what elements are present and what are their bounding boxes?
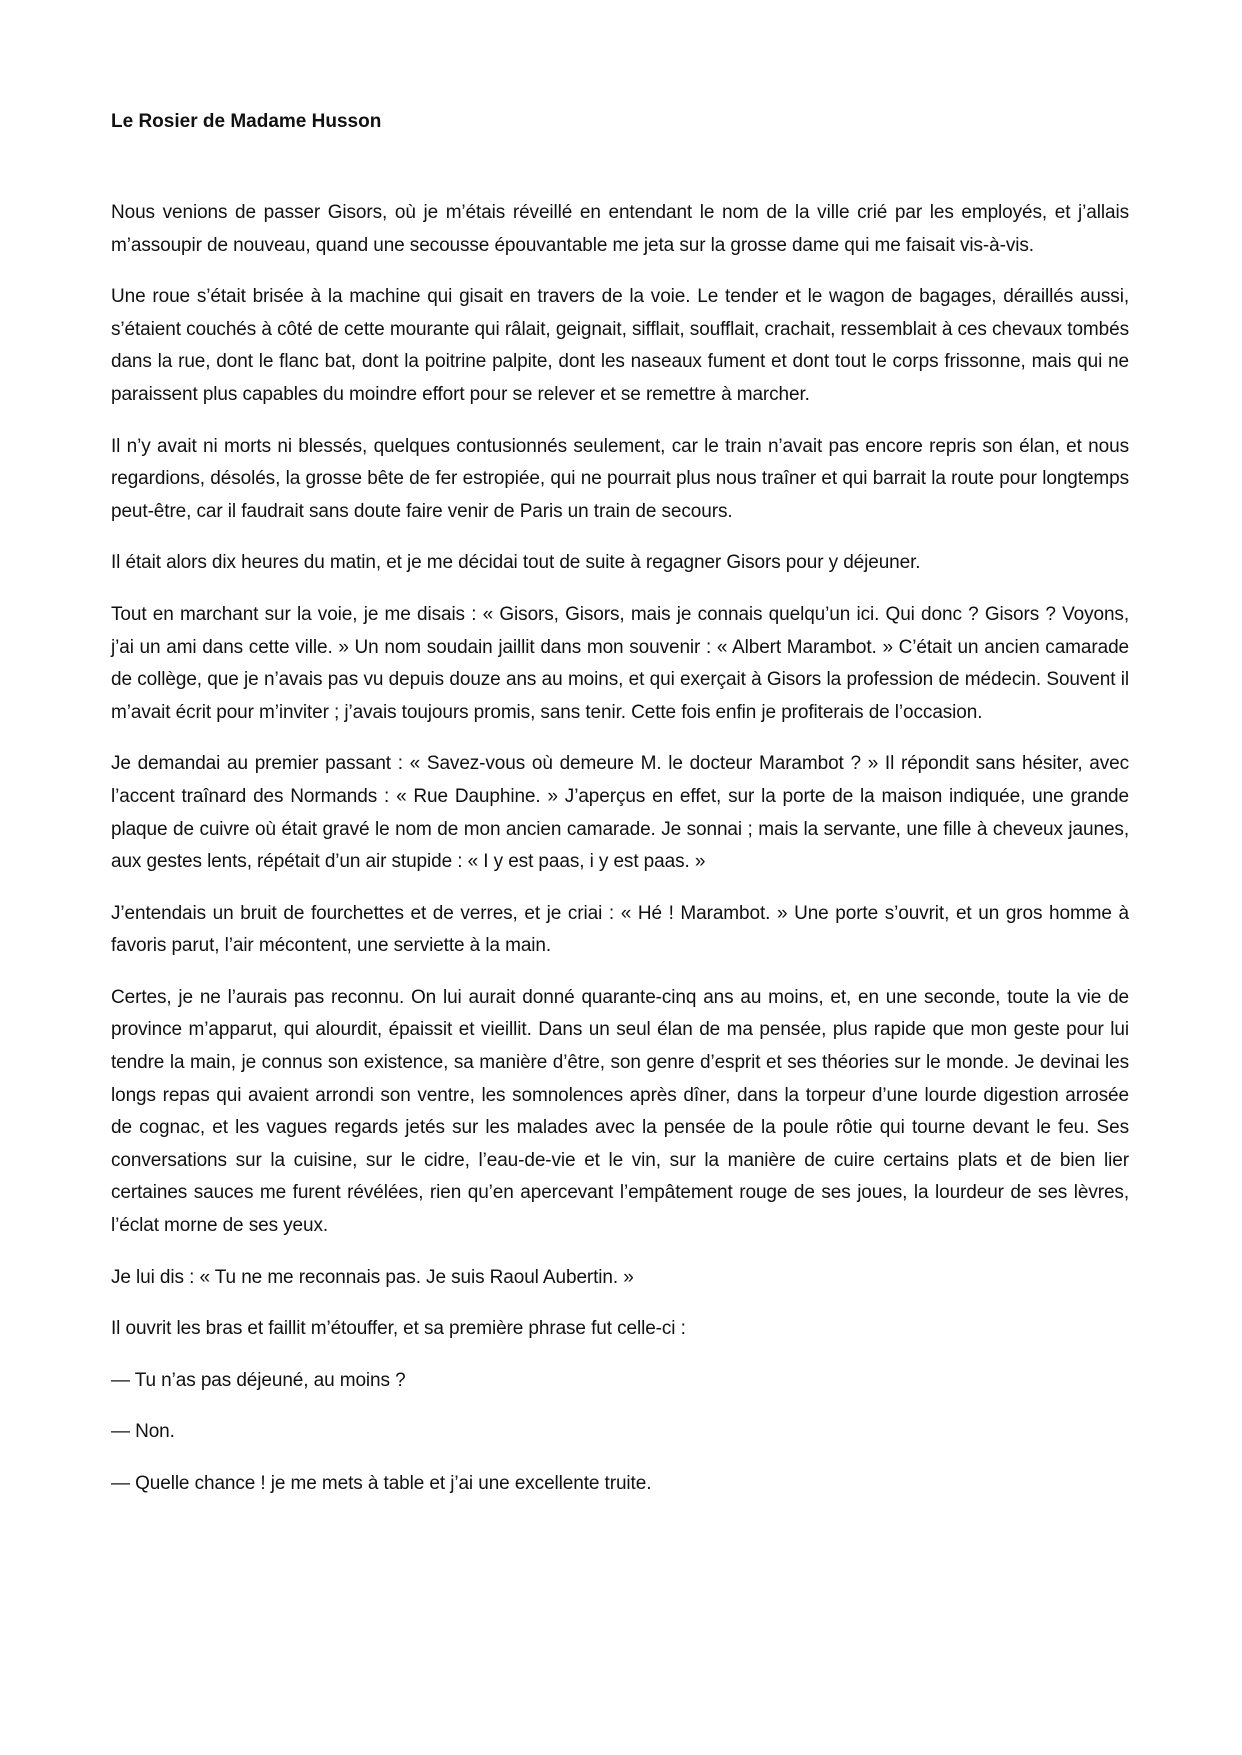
paragraph: Tout en marchant sur la voie, je me disais : « Gisors, Gisors, mais je connais quelqu’un ici. Qui donc ? Gisors ? Voyons, j’ai un ami dans cette ville. » Un nom soudain jaillit dans mon souvenir : « Albert Marambot. » C’était un ancien camarade de collège, que je n’avais pas vu depuis douze ans au moins, et qui exerçait à Gisors la profession de médecin. Souvent il m’avait écrit pour m’inviter ; j’avais toujours promis, sans tenir. Cette fois enfin je profiterais de l’occasion. <box>111 603 1129 723</box>
paragraph: Nous venions de passer Gisors, où je m’étais réveillé en entendant le nom de la ville crié par les employés, et j’allais m’assoupir de nouveau, quand une secousse épouvantable me jeta sur la grosse dame qui me faisait vis-à-vis. <box>111 202 1129 256</box>
document-title: Le Rosier de Madame Husson <box>111 111 382 132</box>
paragraph: Je lui dis : « Tu ne me reconnais pas. Je suis Raoul Aubertin. » <box>111 1266 634 1288</box>
dialogue-line: — Quelle chance ! je me mets à table et j’ai une excellente truite. <box>111 1473 652 1494</box>
paragraph: Certes, je ne l’aurais pas reconnu. On lui aurait donné quarante-cinq ans au moins, et, en une seconde, toute la vie de province m’apparut, qui alourdit, épaissit et vieillit. Dans un seul élan de ma pensée, plus rapide que mon geste pour lui tendre la main, je connus son existence, sa manière d’être, son genre d’esprit et ses théories sur le monde. Je devinai les longs repas qui avaient arrondi son ventre, les somnolences après dîner, dans la torpeur d’une lourde digestion arrosée de cognac, et les vagues regards jetés sur les malades avec la pensée de la poule rôtie qui tourne devant le feu. Ses conversations sur la cuisine, sur le cidre, l’eau-de-vie et le vin, sur la manière de cuire certains plats et de bien lier certaines sauces me furent révélées, rien qu’en apercevant l’empâtement rouge de ses joues, la lourdeur de ses lèvres, l’éclat morne de ses yeux. <box>111 986 1129 1237</box>
paragraph: Il n’y avait ni morts ni blessés, quelques contusionnés seulement, car le train n’avait pas encore repris son élan, et nous regardions, désolés, la grosse bête de fer estropiée, qui ne pourrait plus nous traîner et qui barrait la route pour longtemps peut-être, car il faudrait sans doute faire venir de Paris un train de secours. <box>111 435 1129 522</box>
dialogue-line: — Non. <box>111 1421 175 1443</box>
document-body <box>111 197 1129 1501</box>
dialogue-line: — Tu n’as pas déjeuné, au moins ? <box>111 1369 406 1391</box>
paragraph: Une roue s’était brisée à la machine qui gisait en travers de la voie. Le tender et le wagon de bagages, déraillés aussi, s’étaient couchés à côté de cette mourante qui râlait, geignait, sifflait, soufflait, crachait, ressemblait à ces chevaux tombés dans la rue, dont le flanc bat, dont la poitrine palpite, dont les naseaux fument et dont tout le corps frissonne, mais qui ne paraissent plus capables du moindre effort pour se relever et se remettre à marcher. <box>111 286 1129 405</box>
paragraph: Je demandai au premier passant : « Savez-vous où demeure M. le docteur Marambot ? » Il répondit sans hésiter, avec l’accent traînard des Normands : « Rue Dauphine. » J’aperçus en effet, sur la porte de la maison indiquée, une grande plaque de cuivre où était gravé le nom de mon ancien camarade. Je sonnai ; mais la servante, une fille à cheveux jaunes, aux gestes lents, répétait d’un air stupide : « I y est paas, i y est paas. » <box>111 753 1129 873</box>
paragraph: Il était alors dix heures du matin, et je me décidai tout de suite à regagner Gisors pour y déjeuner. <box>111 552 921 574</box>
paragraph: J’entendais un bruit de fourchettes et de verres, et je criai : « Hé ! Marambot. » Une porte s’ouvrit, et un gros homme à favoris parut, l’air mécontent, une serviette à la main. <box>111 902 1129 957</box>
paragraph: Il ouvrit les bras et faillit m’étouffer, et sa première phrase fut celle-ci : <box>111 1318 686 1340</box>
document-page <box>111 108 1129 1520</box>
